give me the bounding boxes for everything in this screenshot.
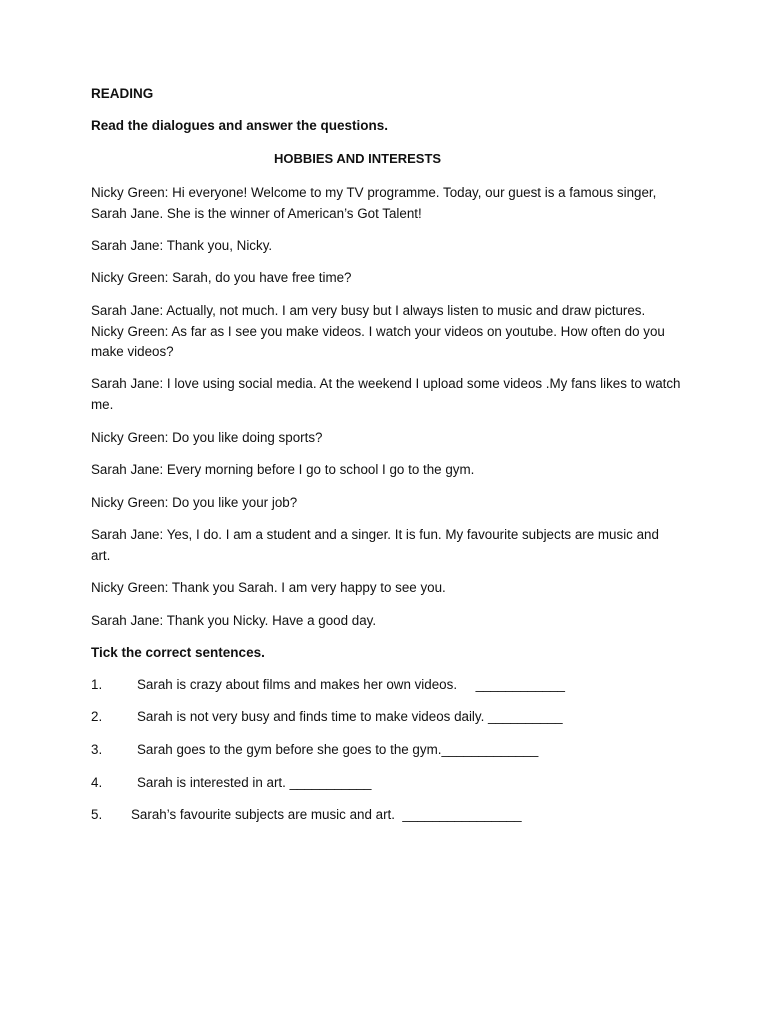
dialogue-line: Nicky Green: Hi everyone! Welcome to my TV programme. Today, our guest is a famous singer, Sarah Jane. She is the winner of American’s Got Talent! bbox=[91, 185, 657, 221]
question-item bbox=[91, 677, 565, 692]
dialogue-line: Sarah Jane: Thank you, Nicky. bbox=[91, 238, 273, 253]
question-number: 5. bbox=[91, 807, 103, 822]
question-text: Sarah’s favourite subjects are music and art. ________________ bbox=[131, 807, 522, 822]
dialogue-line: Sarah Jane: Thank you Nicky. Have a good day. bbox=[91, 613, 377, 628]
question-item bbox=[91, 742, 538, 757]
instructions: Read the dialogues and answer the questions. bbox=[91, 118, 389, 133]
dialogue-line: Nicky Green: Do you like doing sports? bbox=[91, 430, 323, 445]
dialogue-line: Nicky Green: Sarah, do you have free time? bbox=[91, 270, 352, 285]
question-item bbox=[91, 709, 563, 724]
section-label: READING bbox=[91, 86, 154, 101]
task-heading: Tick the correct sentences. bbox=[91, 645, 265, 660]
question-number: 3. bbox=[91, 742, 103, 757]
question-text: Sarah is interested in art. ___________ bbox=[137, 775, 372, 790]
dialogue-line: Nicky Green: Thank you Sarah. I am very happy to see you. bbox=[91, 580, 446, 595]
question-number: 1. bbox=[91, 677, 103, 692]
dialogue-line: Sarah Jane: I love using social media. At the weekend I upload some videos .My fans likes to watch me. bbox=[91, 376, 681, 412]
question-number: 4. bbox=[91, 775, 103, 790]
question-text: Sarah goes to the gym before she goes to the gym._____________ bbox=[137, 742, 539, 757]
question-number: 2. bbox=[91, 709, 103, 724]
dialogue-line: Sarah Jane: Yes, I do. I am a student and a singer. It is fun. My favourite subjects are music and art. bbox=[91, 527, 659, 563]
question-text: Sarah is crazy about films and makes her own videos. ____________ bbox=[137, 677, 566, 692]
question-item bbox=[91, 807, 522, 822]
page-title: HOBBIES AND INTERESTS bbox=[274, 151, 442, 166]
dialogue-line: Sarah Jane: Every morning before I go to school I go to the gym. bbox=[91, 462, 475, 477]
dialogue-line: Sarah Jane: Actually, not much. I am very busy but I always listen to music and draw pictures. Nicky Green: As far as I see you make videos. I watch your videos on youtube. How often do you make videos? bbox=[91, 303, 665, 359]
question-text: Sarah is not very busy and finds time to make videos daily. __________ bbox=[137, 709, 563, 724]
question-item bbox=[91, 775, 372, 790]
dialogue-line: Nicky Green: Do you like your job? bbox=[91, 495, 298, 510]
